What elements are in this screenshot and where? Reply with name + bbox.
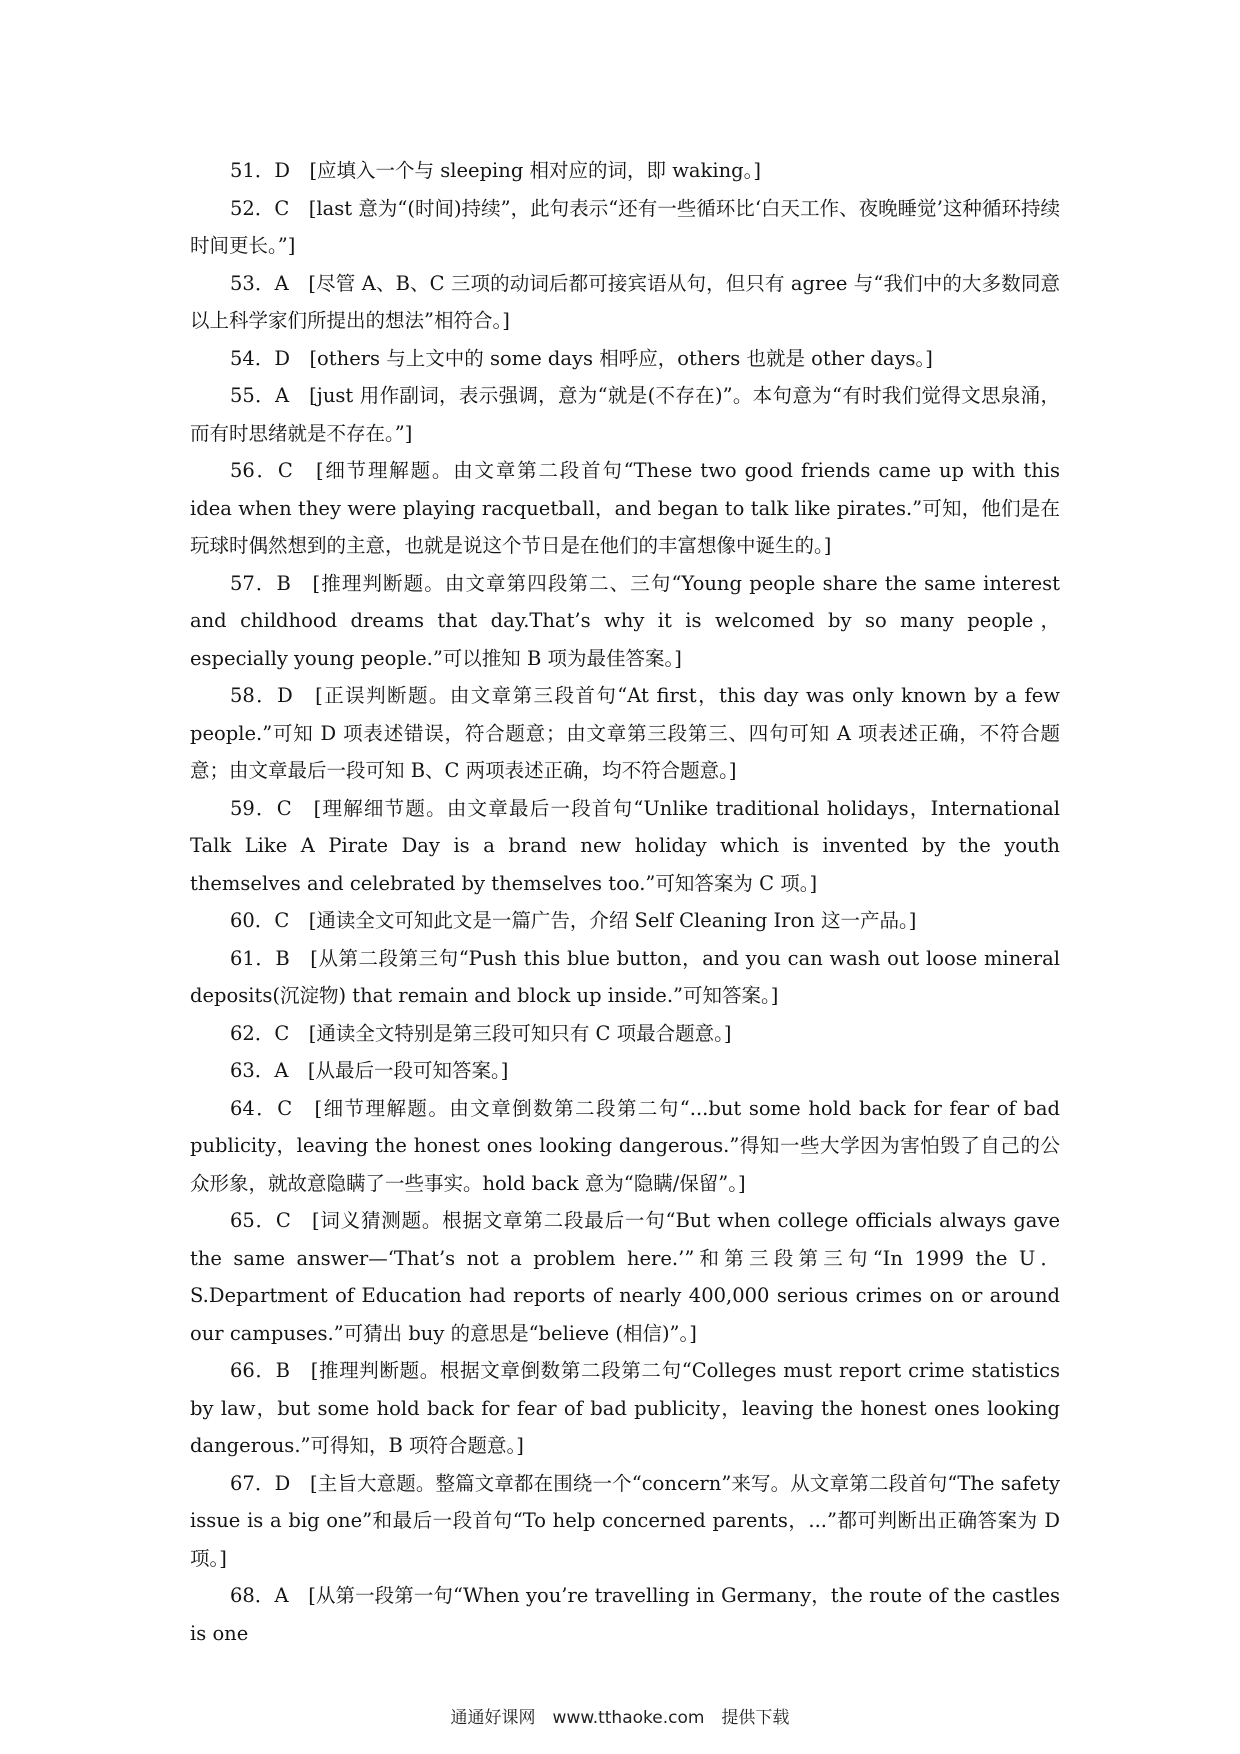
answer-entry-68: 68．A [从第一段第一句“When you’re travelling in Germany，the route of the castles is one — [190, 1584, 1060, 1645]
answer-entry-60: 60．C [通读全文可知此文是一篇广告，介绍 Self Cleaning Iron 这一产品。] — [230, 909, 917, 932]
answer-entry-63: 63．A [从最后一段可知答案。] — [230, 1059, 509, 1082]
answer-entry-55: 55．A [just 用作副词，表示强调，意为“就是(不存在)”。本句意为“有时我们觉得文思泉涌，而有时思绪就是不存在。”] — [190, 384, 1060, 445]
answer-entry-54: 54．D [others 与上文中的 some days 相呼应，others 也就是 other days。] — [230, 346, 933, 370]
answer-entry-57: 57．B [推理判断题。由文章第四段第二、三句“Young people share the same interest and childhood dreams that day.That’s why it is welcomed by so many people，especially young people.”可以推知 B 项为最佳答案。] — [190, 571, 1060, 670]
answer-entry-61: 61．B [从第二段第三句“Push this blue button，and you can wash out loose mineral deposits(沉淀物) that remain and block up inside.”可知答案。] — [190, 946, 1060, 1007]
answer-entry-64: 64．C [细节理解题。由文章倒数第二段第二句“...but some hold back for fear of bad publicity，leaving the honest ones looking dangerous.”得知一些大学因为害怕毁了自己的公众形象，就故意隐瞒了一些事实。hold back 意为“隐瞒/保留”。] — [190, 1096, 1060, 1195]
answer-entry-58: 58．D [正误判断题。由文章第三段首句“At first，this day was only known by a few people.”可知 D 项表述错误，符合题意；由文章第三段第三、四句可知 A 项表述正确，不符合题意；由文章最后一段可知 B、C 两项表述正确，均不符合题意。] — [190, 684, 1060, 782]
answer-entry-52: 52．C [last 意为“(时间)持续”，此句表示“还有一些循环比‘白天工作、夜晚睡觉’这种循环持续时间更长。”] — [190, 196, 1060, 257]
answer-entry-53: 53．A [尽管 A、B、C 三项的动词后都可接宾语从句，但只有 agree 与“我们中的大多数同意以上科学家们所提出的想法”相符合。] — [190, 271, 1060, 332]
answer-entry-65: 65．C [词义猜测题。根据文章第二段最后一句“But when college officials always gave the same answer—‘That’s not a problem here.’”和第三段第三句“In 1999 the U．S.Department of Education had reports of nearly 400,000 serious crimes on or around our campuses.”可猜出 buy 的意思是“believe (相信)”。] — [190, 1209, 1060, 1345]
answer-entry-59: 59．C [理解细节题。由文章最后一段首句“Unlike traditional holidays，International Talk Like A Pirate Day is a brand new holiday which is invented by the youth themselves and celebrated by themselves too.”可知答案为 C 项。] — [190, 796, 1060, 895]
answer-entry-67: 67．D [主旨大意题。整篇文章都在围绕一个“concern”来写。从文章第二段首句“The safety issue is a big one”和最后一段首句“To help concerned parents，...”都可判断出正确答案为 D 项。] — [190, 1471, 1060, 1570]
page-footer: 通通好课网 www.tthaoke.com 提供下载 — [450, 1708, 790, 1728]
answer-entry-56: 56．C [细节理解题。由文章第二段首句“These two good friends came up with this idea when they were playing racquetball，and began to talk like pirates.”可知，他们是在玩球时偶然想到的主意，也就是说这个节日是在他们的丰富想像中诞生的。] — [190, 459, 1060, 557]
answer-entry-51: 51．D [应填入一个与 sleeping 相对应的词，即 waking。] — [230, 159, 762, 182]
answer-explanations — [190, 152, 1060, 1652]
answer-entry-62: 62．C [通读全文特别是第三段可知只有 C 项最合题意。] — [230, 1021, 732, 1045]
answer-entry-66: 66．B [推理判断题。根据文章倒数第二段第二句“Colleges must report crime statistics by law，but some hold back for fear of bad publicity，leaving the honest ones looking dangerous.”可得知，B 项符合题意。] — [190, 1359, 1060, 1457]
